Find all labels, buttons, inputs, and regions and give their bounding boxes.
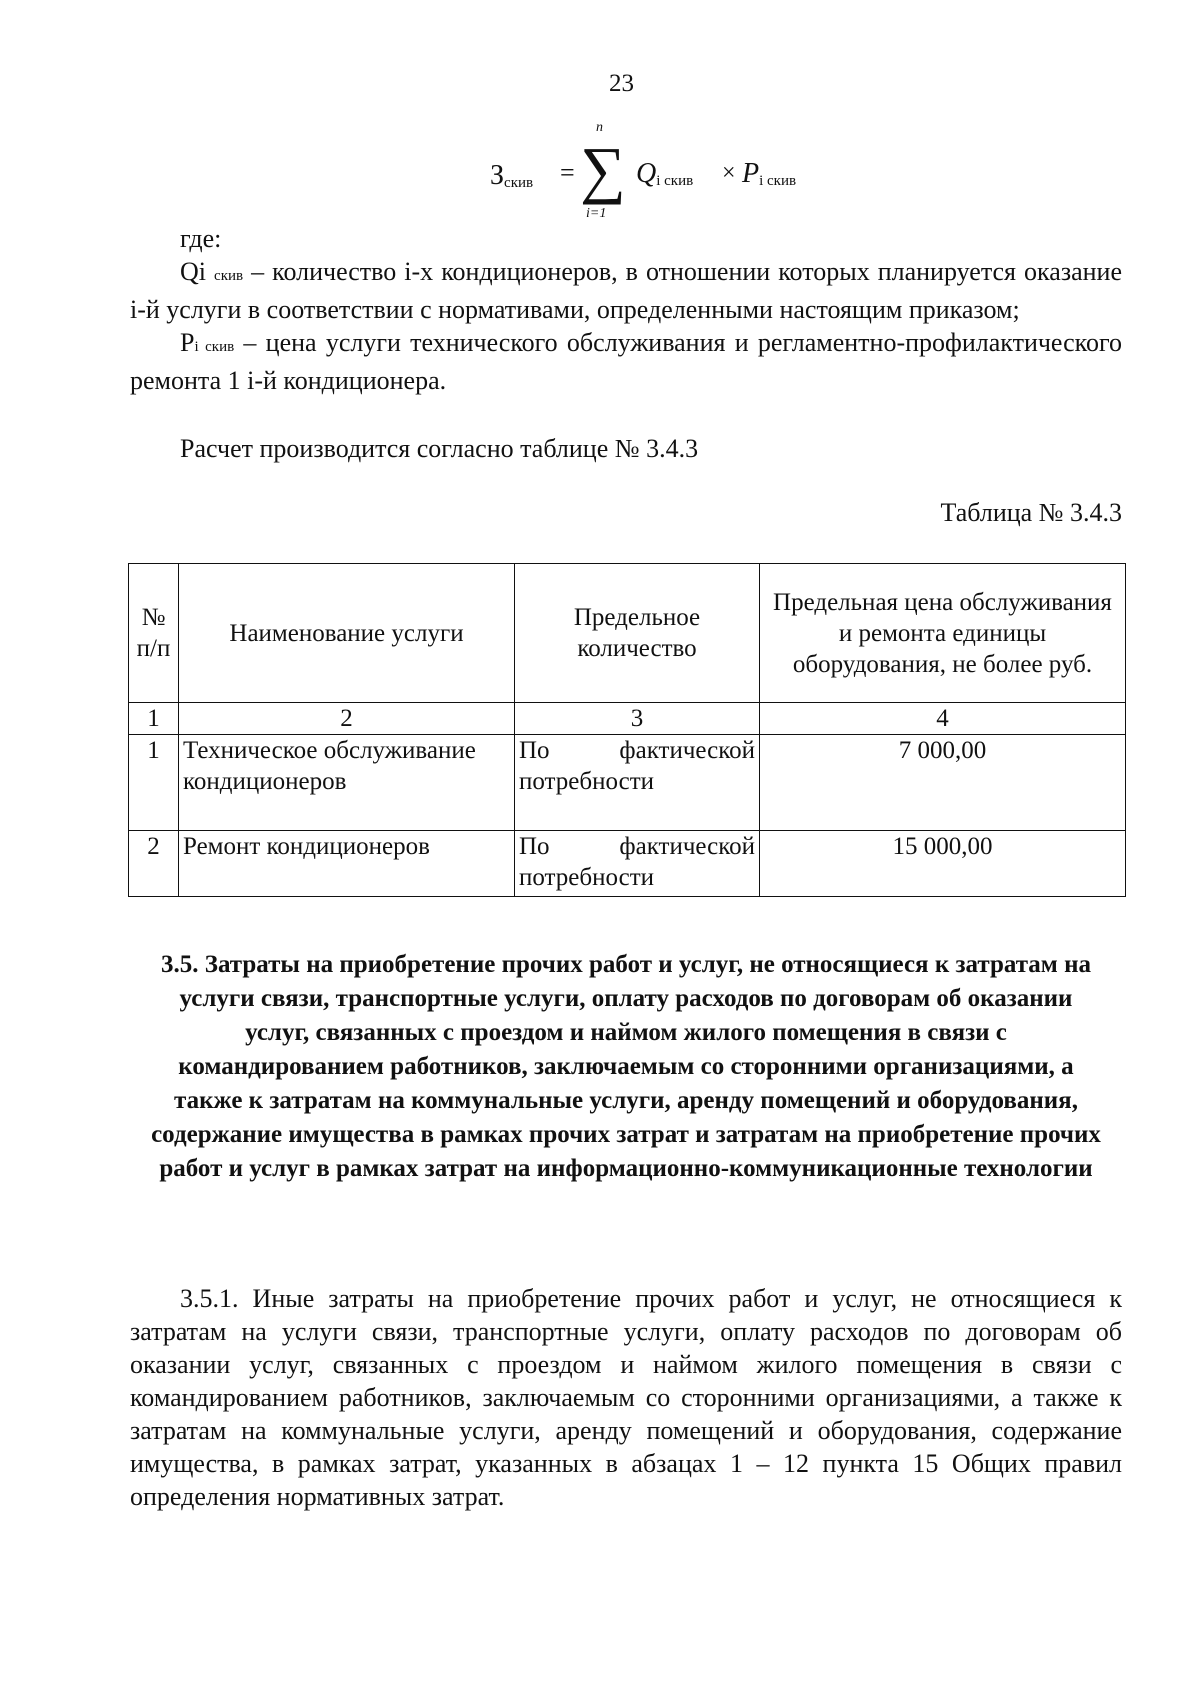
cost-formula — [490, 120, 810, 230]
sum-sign-icon: ∑ — [580, 134, 626, 205]
table-column-numbers-row — [129, 703, 1126, 735]
formula-upper-limit: n — [596, 120, 603, 135]
formula-lower-limit: i=1 — [586, 206, 607, 221]
column-number-cell: 4 — [760, 703, 1126, 735]
table-header-row — [129, 564, 1126, 703]
quantity-cell: По фактической потребности — [515, 831, 760, 897]
price-cell: 15 000,00 — [760, 831, 1126, 897]
service-name-cell: Техническое обслуживание кондиционеров — [179, 735, 515, 831]
definition-pi: Pi скив – цена услуги технического обслуживания и регламентно-профилактического ремонта 1 i-й кондиционера. — [130, 328, 1122, 395]
table-caption: Таблица № 3.4.3 — [940, 498, 1122, 527]
service-name-cell: Ремонт кондиционеров — [179, 831, 515, 897]
column-number-cell: 3 — [515, 703, 760, 735]
quantity-cell: По фактической потребности — [515, 735, 760, 831]
table-row — [129, 735, 1126, 831]
column-number-cell: 2 — [179, 703, 515, 735]
price-cell: 7 000,00 — [760, 735, 1126, 831]
where-label: где: — [180, 224, 222, 253]
paragraph-3-5-1: 3.5.1. Иные затраты на приобретение прочих работ и услуг, не относящиеся к затратам на услуги связи, транспортные услуги, оплату расходов по договорам об оказании услуг, связанных с проездом и наймом жилого помещения в связи с командированием работников, заключаемым со сторонними организациями, а также к затратам на коммунальные услуги, аренду помещений и оборудования, содержание имущества, в рамках затрат, указанных в абзацах 1 – 12 пункта 15 Общих правил определения нормативных затрат. — [130, 1284, 1122, 1511]
price-table — [128, 563, 1126, 897]
header-cell: Наименование услуги — [179, 564, 515, 703]
header-cell: № п/п — [129, 564, 179, 703]
definition-qi: Qi скив – количество i-х кондиционеров, в отношении которых планируется оказание i-й услуги в соответствии с нормативами, определенными настоящим приказом; — [130, 257, 1122, 324]
calc-note: Расчет производится согласно таблице № 3.4.3 — [180, 434, 699, 463]
section-heading: 3.5. Затраты на приобретение прочих работ и услуг, не относящиеся к затратам на услуги связи, транспортные услуги, оплату расходов по договорам об оказании услуг, связанных с проездом и наймом жилого помещения в связи с командированием работников, заключаемым со сторонними организациями, а также к затратам на коммунальные услуги, аренду помещений и оборудования, содержание имущества в рамках прочих затрат и затратам на приобретение прочих работ и услуг в рамках затрат на информационно-коммуникационные технологии — [151, 951, 1101, 1182]
formula-q-term: $Q_{i скив}$ — [636, 158, 694, 189]
page-number: 23 — [609, 70, 634, 97]
row-number-cell: 1 — [129, 735, 179, 831]
formula-equals: = — [560, 158, 575, 187]
column-number-cell: 1 — [129, 703, 179, 735]
formula-p-term: $P_{i скив}$ — [742, 158, 797, 189]
row-number-cell: 2 — [129, 831, 179, 897]
table-row — [129, 831, 1126, 897]
formula-times: × — [722, 160, 736, 186]
header-cell: Предельное количество — [515, 564, 760, 703]
formula-lhs: $З_{скив}$ — [490, 160, 534, 191]
header-cell: Предельная цена обслуживания и ремонта единицы оборудования, не более руб. — [760, 564, 1126, 703]
definitions-block — [130, 222, 1122, 397]
